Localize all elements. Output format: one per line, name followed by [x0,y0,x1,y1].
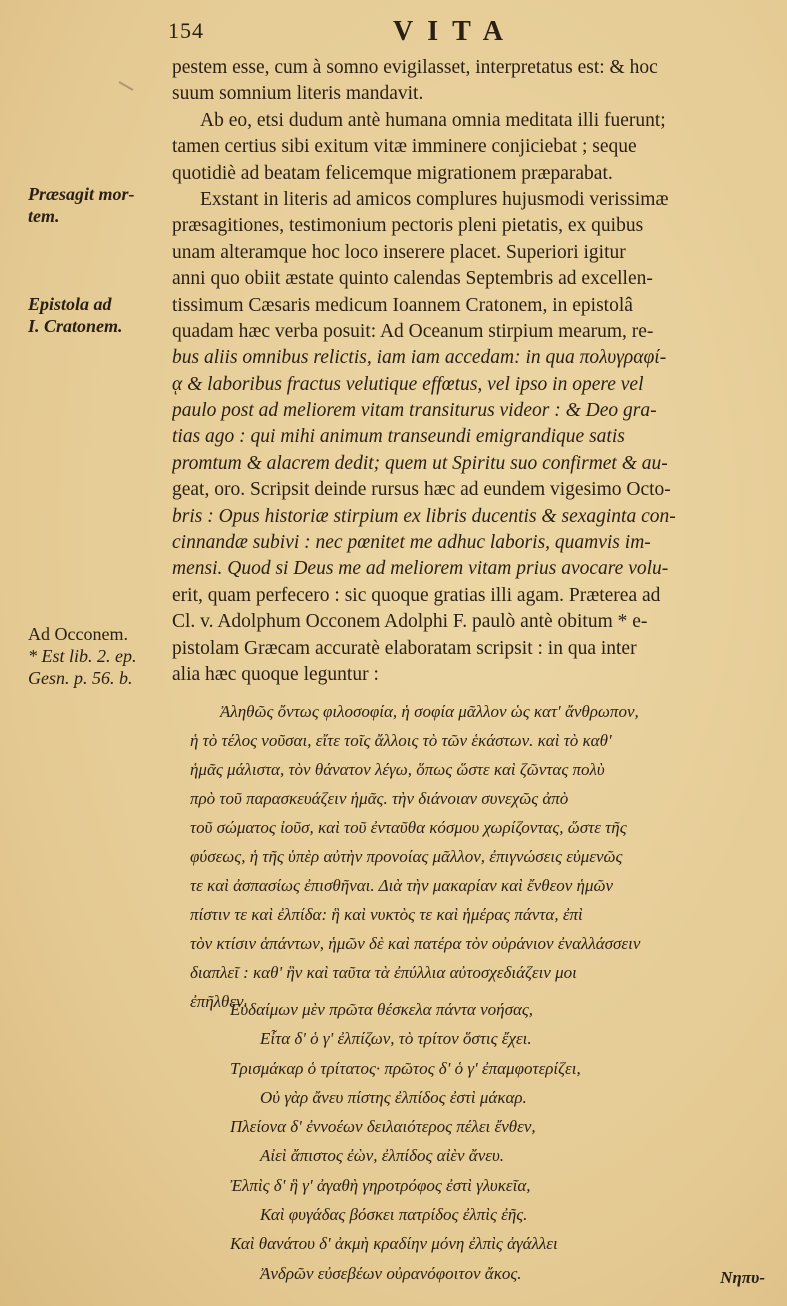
text-line: Ab eo, etsi dudum antè humana omnia meditata illi fuerunt; [200,109,666,131]
text-line: bris : Opus historiæ stirpium ex libris ducentis & sexaginta con- [172,505,676,527]
margin-note-line: Epistola ad [28,294,112,314]
margin-note-line: Ad Occonem. [28,624,128,644]
verse-line: Ἀνδρῶν εὐσεβέων οὐρανόφοιτον ἄκος. [260,1263,522,1283]
text-line: suum somnium literis mandavit. [172,83,424,105]
margin-note-epistola [28,293,123,337]
text-line: anni quo obiit æstate quinto calendas Septembris ad excellen- [172,268,653,290]
verse-line: Καὶ φυγάδας βόσκει πατρίδος ἐλπὶς ἐῆς. [260,1205,528,1225]
text-line: Cl. v. Adolphum Occonem Adolphi F. paulò antè obitum * e- [172,611,648,633]
greek-letter-excerpt [190,697,775,1016]
greek-verse [230,995,770,1288]
latin-body-text [172,55,772,688]
margin-mark [119,81,134,91]
text-line: paulo post ad meliorem vitam transiturus videor : & Deo gra- [172,400,657,422]
text-line: tissimum Cæsaris medicum Ioannem Cratonem, in epistolâ [172,294,633,316]
greek-line: ἡ τὸ τέλος νοῦσαι, εἴτε τοῖς ἄλλοις τὸ τῶν ἑκάστων. καὶ τὸ καθ' [190,731,612,750]
greek-line: ἐπῆλθεν. [190,992,248,1011]
catchword: Νηπυ- [720,1268,765,1287]
margin-note-line: tem. [28,206,60,226]
page-header [168,18,768,48]
text-line: cinnandæ subivi : nec pœnitet me adhuc laboris, quamvis im- [172,532,651,554]
text-line: præsagitiones, testimonium pectoris pleni pietatis, ex quibus [172,215,644,237]
text-line: mensi. Quod si Deus me ad meliorem vitam prius avocare volu- [172,558,669,580]
verse-line: Πλείονα δ' ἐννοέων δειλαιότερος πέλει ἔνθεν, [230,1117,536,1137]
greek-line: πίστιν τε καὶ ἐλπίδα: ἣ καὶ νυκτὸς τε καὶ ἡμέρας πάντα, ἐπὶ [190,905,583,924]
text-line: ᾳ & laboribus fractus velutique effœtus, vel ipso in opere vel [172,373,644,395]
text-line: alia hæc quoque leguntur : [172,663,379,685]
text-line: pistolam Græcam accuratè elaboratam scripsit : in qua inter [172,637,637,659]
margin-note-line: Gesn. p. 56. b. [28,668,133,688]
page-number: 154 [168,18,204,43]
margin-note-occonem [28,623,137,689]
text-line: tias ago : qui mihi animum transeundi emigrandique satis [172,426,625,448]
text-line: Exstant in literis ad amicos complures hujusmodi verissimæ [200,188,669,210]
text-line: unam alteramque hoc loco inserere placet. Superiori igitur [172,241,626,263]
margin-note-line: I. Cratonem. [28,316,123,336]
verse-line: Εἶτα δ' ὁ γ' ἐλπίζων, τὸ τρίτον ὅστις ἔχει. [260,1029,532,1049]
greek-line: φύσεως, ἡ τῆς ὑπὲρ αὐτὴν προνοίας μᾶλλον, ἐπιγνώσεις εὐμενῶς [190,847,623,866]
text-line: promtum & alacrem dedit; quem ut Spiritu suo confirmet & au- [172,452,668,474]
margin-note-presagit [28,183,135,227]
margin-note-line: * Est lib. 2. ep. [28,646,137,666]
text-line: pestem esse, cum à somno evigilasset, interpretatus est: & hoc [172,57,658,78]
text-line: quotidiè ad beatam felicemque migrationem præparabat. [172,162,613,184]
verse-line: Αἰεὶ ἄπιστος ἐὼν, ἐλπίδος αἰὲν ἄνευ. [260,1146,505,1166]
verse-line: Καὶ θανάτου δ' ἀκμὴ κραδίην μόνη ἐλπὶς ἀγάλλει [230,1234,558,1254]
verse-line: Τρισμάκαρ ὁ τρίτατος· πρῶτος δ' ὁ γ' ἐπαμφοτερίζει, [230,1058,581,1078]
verse-line: Ἐλπὶς δ' ἣ γ' ἀγαθὴ γηροτρόφος ἐστὶ γλυκεῖα, [230,1175,531,1195]
verse-line: Εὐδαίμων μὲν πρῶτα θέσκελα πάντα νοήσας, [230,1000,534,1019]
greek-line: τοῦ σώματος ἰοῦσ, καὶ τοῦ ἐνταῦθα κόσμου χωρίζοντας, ὥστε τῆς [190,818,627,837]
greek-line: Ἀληθῶς ὄντως φιλοσοφία, ἡ σοφία μᾶλλον ὡς κατ' ἄνθρωπον, [220,702,639,721]
text-line: erit, quam perfecero : sic quoque gratias illi agam. Præterea ad [172,584,661,606]
greek-line: πρὸ τοῦ παρασκευάζειν ἡμᾶς. τὴν διάνοιαν συνεχῶς ἀπὸ [190,789,569,808]
greek-line: διαπλεῖ : καθ' ἣν καὶ ταῦτα τὰ ἐπύλλια αὐτοσχεδιάζειν μοι [190,963,577,982]
running-head: VITA [393,16,517,47]
greek-line: τε καὶ ἀσπασίως ἐπισθῆναι. Διὰ τὴν μακαρίαν καὶ ἔνθεον ἡμῶν [190,876,614,895]
greek-line: ἡμᾶς μάλιστα, τὸν θάνατον λέγω, ὅπως ὥστε καὶ ζῶντας πολὺ [190,760,605,779]
text-line: bus aliis omnibus relictis, iam iam accedam: in qua πολυγραφί- [172,347,667,369]
text-line: geat, oro. Scripsit deinde rursus hæc ad eundem vigesimo Octo- [172,479,671,501]
margin-note-line: Præsagit mor- [28,184,135,204]
text-line: quadam hæc verba posuit: Ad Oceanum stirpium mearum, re- [172,320,654,342]
verse-line: Οὐ γὰρ ἄνευ πίστης ἐλπίδος ἐστὶ μάκαρ. [260,1087,527,1107]
greek-line: τὸν κτίσιν ἁπάντων, ἡμῶν δὲ καὶ πατέρα τὸν οὐράνιον ἐναλλάσσειν [190,934,641,953]
text-line: tamen certius sibi exitum vitæ imminere conjiciebat ; seque [172,136,637,158]
